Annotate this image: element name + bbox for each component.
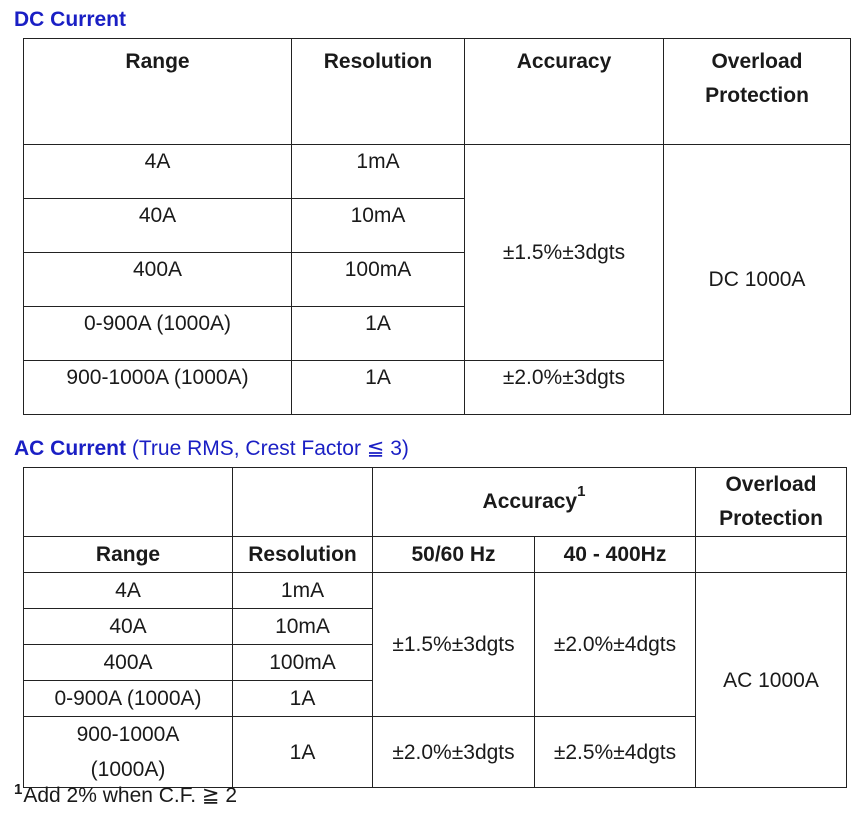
ac-header-accuracy-label: Accuracy: [482, 490, 578, 513]
ac-range-line1: 900-1000A: [76, 723, 180, 746]
dc-range-cell: 900-1000A (1000A): [24, 361, 292, 415]
ac-current-title: [14, 437, 409, 461]
ac-range-cell: 4A: [24, 573, 233, 609]
ac-resolution-cell: 1A: [233, 717, 373, 788]
ac-header-blank: [696, 537, 847, 573]
ac-header-blank: [233, 468, 373, 537]
ac-header-row-1: [24, 468, 847, 537]
ac-resolution-cell: 1A: [233, 681, 373, 717]
footnote-ref: 1: [577, 483, 586, 500]
ac-overload-cell: AC 1000A: [696, 573, 847, 788]
ac-range-cell: 400A: [24, 645, 233, 681]
dc-range-cell: 40A: [24, 199, 292, 253]
dc-header-overload-line1: Overload: [711, 50, 803, 73]
ac-range-cell: 40A: [24, 609, 233, 645]
ac-current-subtitle: (True RMS, Crest Factor ≦ 3): [131, 437, 409, 460]
dc-header-row: [24, 39, 851, 145]
dc-resolution-cell: 100mA: [292, 253, 465, 307]
ac-range-cell: [24, 717, 233, 788]
ac-range-line2: (1000A): [90, 758, 166, 781]
dc-range-cell: 4A: [24, 145, 292, 199]
dc-range-cell: 0-900A (1000A): [24, 307, 292, 361]
dc-resolution-cell: 1A: [292, 361, 465, 415]
table-row: [24, 145, 851, 199]
dc-resolution-cell: 1mA: [292, 145, 465, 199]
ac-resolution-cell: 100mA: [233, 645, 373, 681]
dc-resolution-cell: 1A: [292, 307, 465, 361]
ac-range-cell: 0-900A (1000A): [24, 681, 233, 717]
dc-current-table: [23, 38, 851, 415]
dc-accuracy-cell: ±2.0%±3dgts: [465, 361, 664, 415]
ac-header-overload-line1: Overload: [725, 473, 817, 496]
ac-resolution-cell: 1mA: [233, 573, 373, 609]
ac-current-title-main: AC Current: [14, 437, 127, 460]
ac-accuracy-40-400-cell: ±2.5%±4dgts: [535, 717, 696, 788]
ac-accuracy-50-60-cell: ±2.0%±3dgts: [373, 717, 535, 788]
ac-header-resolution: Resolution: [233, 537, 373, 573]
ac-accuracy-40-400-cell: ±2.0%±4dgts: [535, 573, 696, 717]
dc-header-overload: [664, 39, 851, 145]
ac-header-blank: [24, 468, 233, 537]
footnote-text: Add 2% when C.F. ≧ 2: [23, 784, 238, 807]
dc-header-overload-line2: Protection: [705, 84, 809, 107]
ac-accuracy-50-60-cell: ±1.5%±3dgts: [373, 573, 535, 717]
table-row: [24, 573, 847, 609]
dc-accuracy-cell: ±1.5%±3dgts: [465, 145, 664, 361]
dc-range-cell: 400A: [24, 253, 292, 307]
dc-overload-cell: DC 1000A: [664, 145, 851, 415]
dc-header-resolution: Resolution: [292, 39, 465, 145]
ac-header-accuracy: [373, 468, 696, 537]
footnote: [14, 783, 237, 808]
ac-header-freq-40-400: 40 - 400Hz: [535, 537, 696, 573]
ac-resolution-cell: 10mA: [233, 609, 373, 645]
ac-header-overload: [696, 468, 847, 537]
dc-header-accuracy: Accuracy: [465, 39, 664, 145]
dc-resolution-cell: 10mA: [292, 199, 465, 253]
ac-current-table: [23, 467, 847, 788]
ac-header-range: Range: [24, 537, 233, 573]
footnote-mark: 1: [14, 781, 23, 798]
dc-current-title: DC Current: [14, 8, 127, 31]
ac-header-overload-line2: Protection: [719, 507, 823, 530]
ac-header-freq-50-60: 50/60 Hz: [373, 537, 535, 573]
ac-header-row-2: [24, 537, 847, 573]
dc-header-range: Range: [24, 39, 292, 145]
